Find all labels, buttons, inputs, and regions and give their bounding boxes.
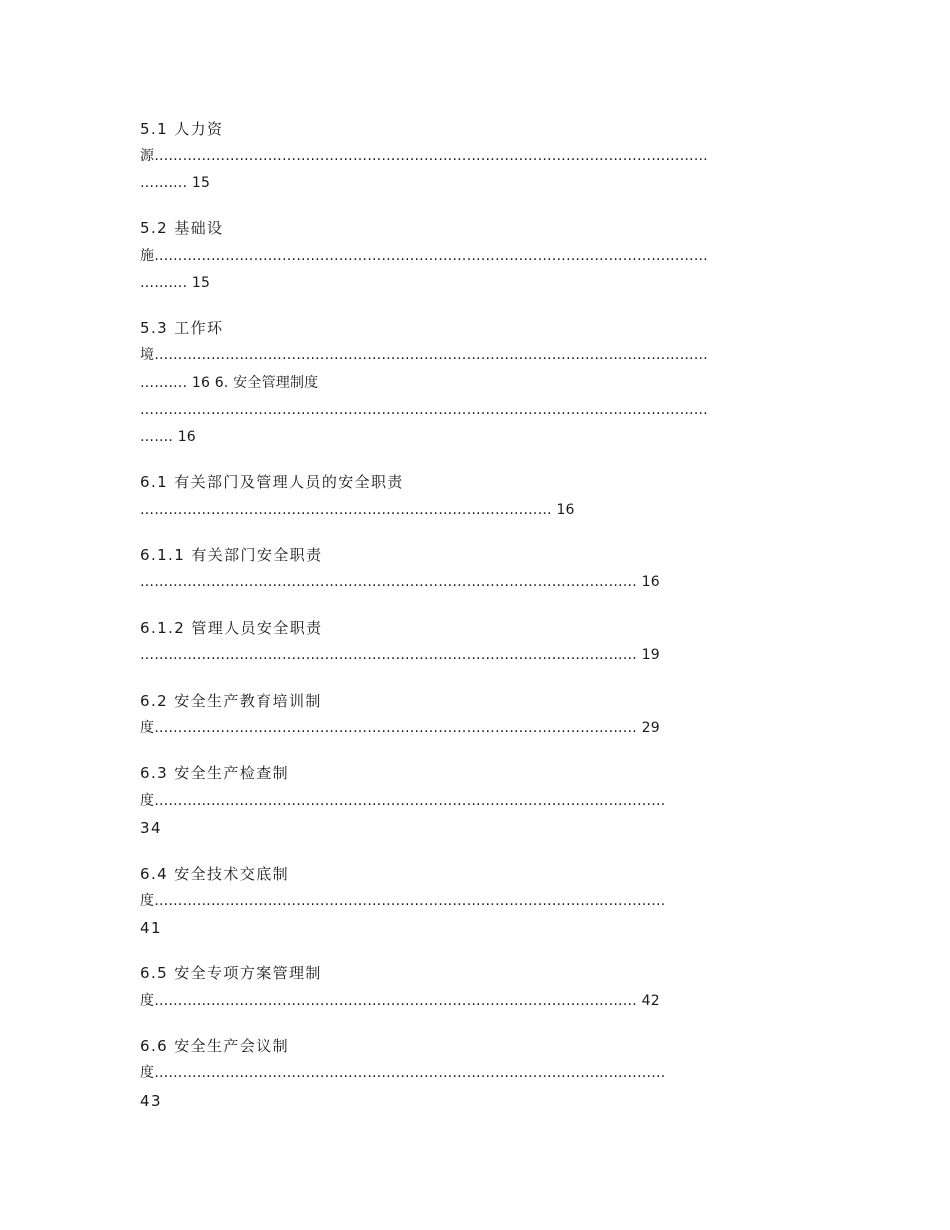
toc-entry-6-1-1-title: 6.1.1 有关部门安全职责	[140, 546, 323, 564]
toc-entry-5-2-leader: 施………………………………………………………………………………………………………	[140, 248, 708, 264]
toc-entry-6-title: ………. 16 6. 安全管理制度	[140, 375, 319, 391]
toc-entry-6-4-title: 6.4 安全技术交底制	[140, 865, 290, 883]
toc-entry-6-leader: …………………………………………………………………………………………………………	[140, 402, 708, 418]
toc-entry-5-1-leader: 源………………………………………………………………………………………………………	[140, 148, 708, 164]
toc-entry-6-3-page: 34	[140, 819, 162, 837]
toc-entry-5-1-page: ………. 15	[140, 175, 211, 191]
toc-entry-6-6-title: 6.6 安全生产会议制	[140, 1037, 290, 1055]
toc-entry-6-1-title: 6.1 有关部门及管理人员的安全职责	[140, 473, 404, 491]
toc-entry-6-2-leader: 度………………………………………………………………………………………… 29	[140, 720, 660, 736]
toc-entry-6-3-title: 6.3 安全生产检查制	[140, 764, 290, 782]
toc-entry-6-1-2-leader: …………………………………………………………………………………………… 19	[140, 647, 660, 663]
toc-entry-6-1-1-leader: …………………………………………………………………………………………… 16	[140, 574, 660, 590]
toc-entry-6-5-title: 6.5 安全专项方案管理制	[140, 964, 322, 982]
toc-entry-6-1-leader: …………………………………………………………………………… 16	[140, 502, 575, 518]
toc-entry-5-3-leader: 境………………………………………………………………………………………………………	[140, 347, 708, 363]
toc-entry-5-1-title: 5.1 人力资	[140, 120, 224, 138]
toc-entry-5-3-title: 5.3 工作环	[140, 319, 224, 337]
toc-entry-6-1-2-title: 6.1.2 管理人员安全职责	[140, 619, 323, 637]
toc-entry-6-6-page: 43	[140, 1092, 162, 1110]
toc-entry-6-page: ……. 16	[140, 429, 196, 445]
toc-entry-6-4-page: 41	[140, 919, 162, 937]
toc-entry-5-2-page: ………. 15	[140, 275, 211, 291]
toc-entry-5-2-title: 5.2 基础设	[140, 219, 224, 237]
toc-entry-6-5-leader: 度………………………………………………………………………………………… 42	[140, 993, 660, 1009]
toc-entry-6-2-title: 6.2 安全生产教育培训制	[140, 692, 322, 710]
toc-entry-6-6-leader: 度………………………………………………………………………………………………	[140, 1065, 666, 1081]
toc-entry-6-3-leader: 度………………………………………………………………………………………………	[140, 793, 666, 809]
toc-entry-6-4-leader: 度………………………………………………………………………………………………	[140, 893, 666, 909]
